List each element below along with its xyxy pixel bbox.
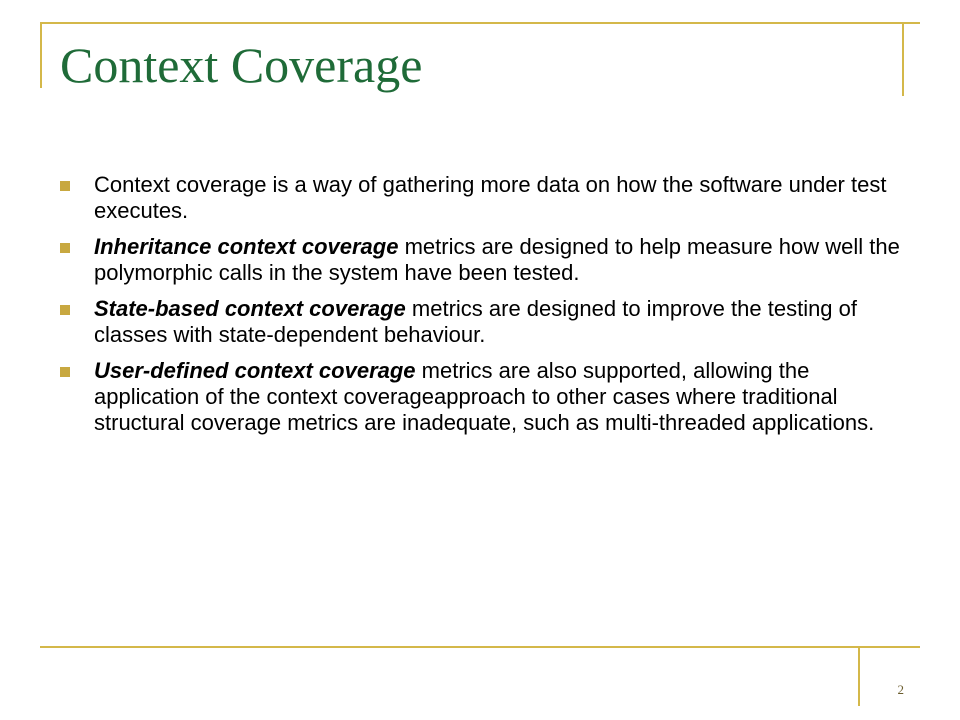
square-bullet-icon — [60, 243, 70, 253]
footer-divider-line — [858, 646, 860, 706]
bullet-term: State-based context coverage — [94, 296, 406, 321]
bullet-text: metrics are also supported, allowing the application of the context coverageapproach to other cases where traditional structural coverage metrics are inadequate, such as multi-threaded applications. — [94, 358, 875, 435]
bullet-item — [60, 234, 908, 286]
bullet-term: Inheritance context coverage — [94, 234, 399, 259]
bullet-text: metrics are designed to help measure how well the polymorphic calls in the system have been tested. — [94, 234, 900, 285]
bullet-text: metrics are designed to improve the testing of classes with state-dependent behaviour. — [94, 296, 858, 347]
bullet-list — [60, 172, 908, 446]
right-border-line — [902, 22, 904, 96]
bullet-text: Context coverage is a way of gathering more data on how the software under test executes. — [94, 172, 887, 223]
bullet-item — [60, 296, 908, 348]
top-border-line — [40, 22, 920, 24]
slide-title: Context Coverage — [60, 37, 423, 93]
bullet-item — [60, 358, 908, 436]
left-border-line — [40, 22, 42, 88]
square-bullet-icon — [60, 367, 70, 377]
square-bullet-icon — [60, 305, 70, 315]
bottom-border-line — [40, 646, 920, 648]
square-bullet-icon — [60, 181, 70, 191]
bullet-item — [60, 172, 908, 224]
page-number: 2 — [897, 682, 904, 697]
bullet-term: User-defined context coverage — [94, 358, 416, 383]
